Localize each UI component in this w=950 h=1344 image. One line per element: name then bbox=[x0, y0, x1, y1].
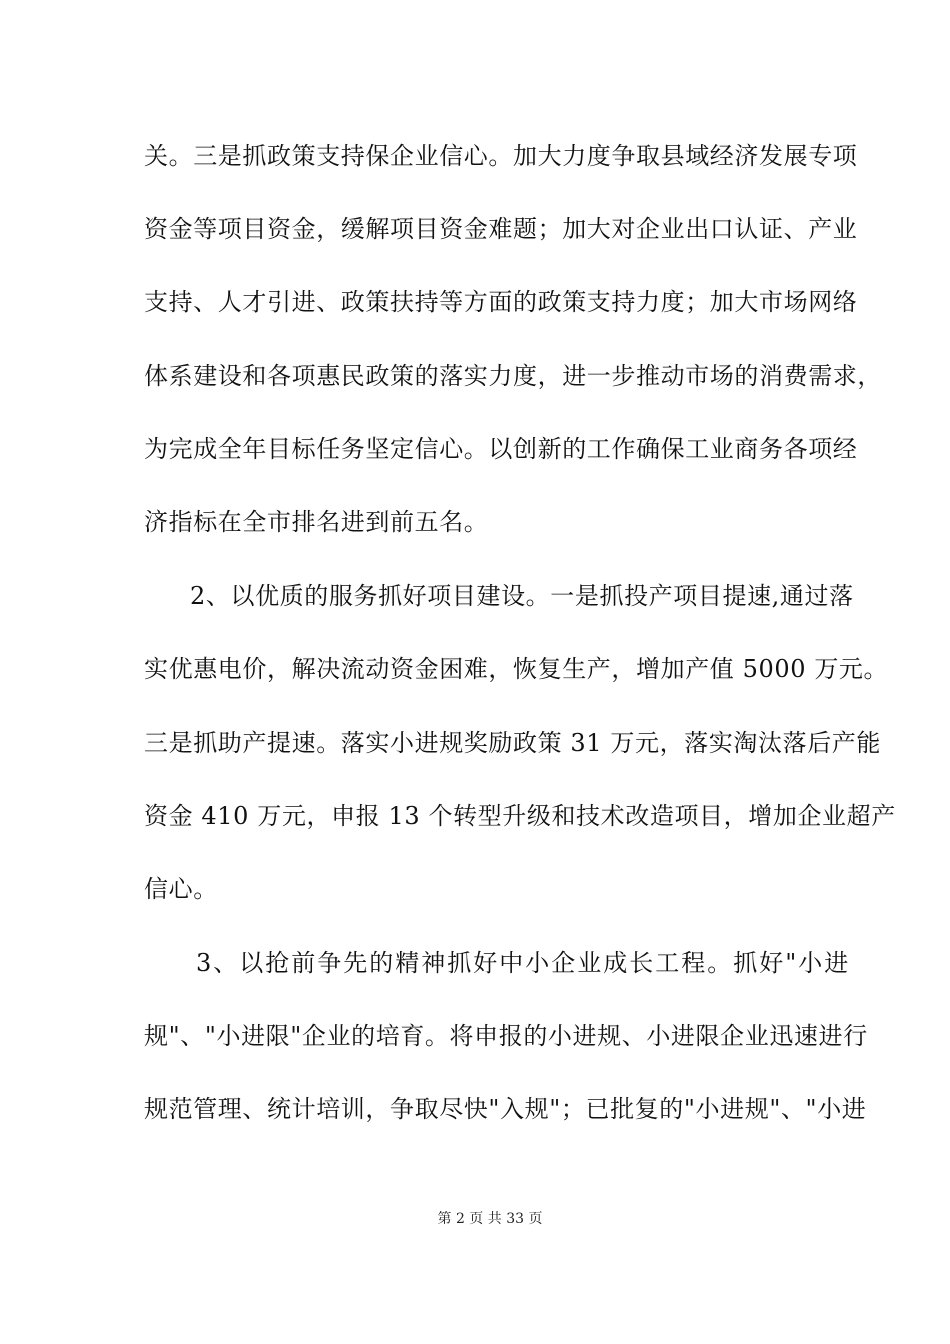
paragraph-line: 规范管理、统计培训，争取尽快"入规"；已批复的"小进规"、"小进 bbox=[144, 1095, 867, 1123]
paragraph-line: 实优惠电价，解决流动资金困难，恢复生产，增加产值 5000 万元。 bbox=[144, 655, 889, 683]
paragraph-line: 规"、"小进限"企业的培育。将申报的小进规、小进限企业迅速进行 bbox=[144, 1022, 868, 1050]
paragraph-line: 体系建设和各项惠民政策的落实力度，进一步推动市场的消费需求， bbox=[144, 362, 882, 390]
paragraph-line: 资金 410 万元，申报 13 个转型升级和技术改造项目，增加企业超产 bbox=[144, 802, 896, 830]
paragraph-line: 三是抓助产提速。落实小进规奖励政策 31 万元，落实淘汰落后产能 bbox=[144, 729, 881, 757]
paragraph-line: 济指标在全市排名进到前五名。 bbox=[144, 508, 489, 536]
paragraph-line: 支持、人才引进、政策扶持等方面的政策支持力度；加大市场网络 bbox=[144, 288, 858, 316]
paragraph-line: 资金等项目资金，缓解项目资金难题；加大对企业出口认证、产业 bbox=[144, 215, 858, 243]
page-number-footer: 第 2 页 共 33 页 bbox=[437, 1211, 543, 1227]
paragraph-line: 关。三是抓政策支持保企业信心。加大力度争取县域经济发展专项 bbox=[144, 142, 858, 170]
paragraph-line: 信心。 bbox=[144, 875, 218, 903]
paragraph-line: 2、以优质的服务抓好项目建设。一是抓投产项目提速,通过落 bbox=[190, 582, 854, 610]
paragraph-line: 为完成全年目标任务坚定信心。以创新的工作确保工业商务各项经 bbox=[144, 435, 858, 463]
paragraph-line: 3、以抢前争先的精神抓好中小企业成长工程。抓好"小进 bbox=[196, 949, 851, 977]
